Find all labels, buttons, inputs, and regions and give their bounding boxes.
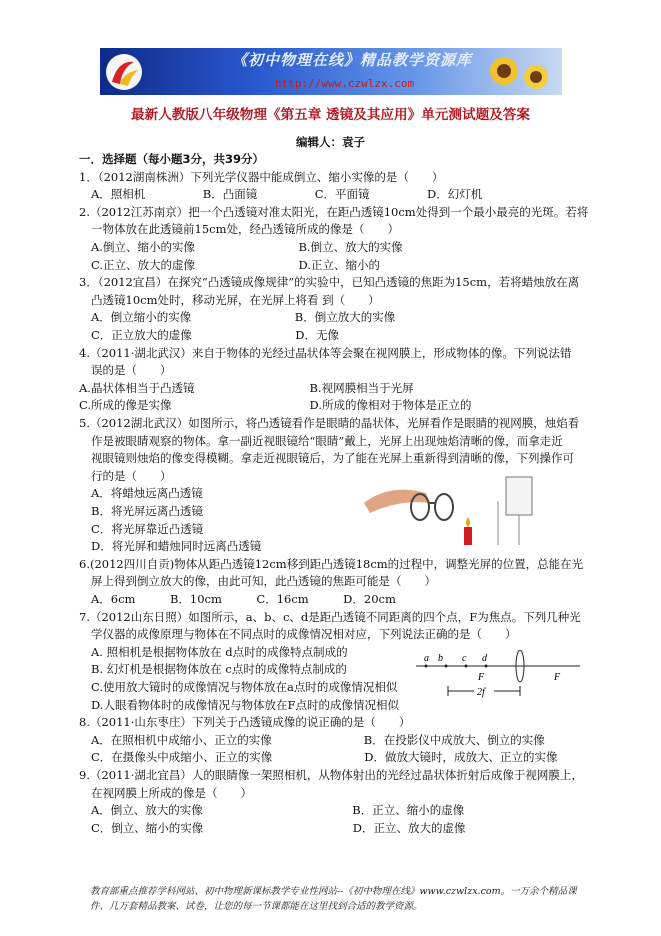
site-logo-icon — [104, 52, 144, 92]
point-b-label: b — [438, 653, 443, 664]
focus-left-label: F — [478, 672, 485, 683]
banner-url[interactable]: http://www.czwlzx.com — [275, 77, 415, 90]
page-footer: 教育部重点推荐学科网站、初中物理新课标教学专业性网站--《初中物理在线》www.czwlzx.com。一万余个精品课件、几万套精品教案、试卷，让您的每一节课都能在这里找到合适的教学资源。 — [90, 886, 577, 912]
question-line: 视眼镜则烛焰的像变得模糊。拿走近视眼镜后，为了能在光屏上重新得到清晰的像，下列操作可 — [91, 451, 574, 466]
question-line: A．倒立缩小的实像 B．倒立放大的实像 — [91, 310, 396, 325]
question-line: C．在摄像头中成缩小、正立的实像 D．做放大镜时，成放大、正立的实像 — [91, 750, 558, 765]
question-line: C.正立、放大的虚像 D.正立、缩小的 — [91, 257, 381, 272]
question-line: A．6cm B．10cm C．16cm D．20cm — [91, 592, 396, 606]
point-c-label: c — [462, 653, 467, 664]
section-heading: 一．选择题（每小题3分，共39分） — [79, 152, 265, 166]
site-banner — [100, 48, 562, 95]
question-line: A．在照相机中成缩小、正立的实像 B．在投影仪中成放大、倒立的实像 — [91, 732, 545, 747]
focus-right-label: F — [554, 672, 561, 683]
question-line: A.倒立、缩小的实像 B.倒立、放大的实像 — [91, 240, 403, 254]
question-line: 5.（2012湖北武汉）如图所示，将凸透镜看作是眼睛的晶状体，光屏看作是眼睛的视网膜，烛焰看 — [79, 416, 580, 430]
question-line: D.人眼看物体时的成像情况与物体放在F点时的成像情况相似 — [91, 697, 399, 712]
question-line: 凸透镜10cm处时，移动光屏，在光屏上将看 到（ ） — [91, 292, 380, 307]
question-line: 9.（2011·湖北宜昌）人的眼睛像一架照相机，从物体射出的光经过晶状体折射后成像于视网膜上， — [79, 768, 583, 782]
point-a-label: a — [424, 653, 429, 664]
myopia-glasses-experiment-figure — [360, 473, 538, 551]
point-d-label: d — [482, 653, 487, 664]
banner-title: 《初中物理在线》精品教学资源库 — [232, 51, 473, 69]
question-line: 8.（2011·山东枣庄）下列关于凸透镜成像的说正确的是（ ） — [79, 715, 411, 730]
question-line: 7.（2012山东日照）如图所示，a、b、c、d是距凸透镜不同距离的四个点，F为焦点。下列几种光 — [79, 609, 581, 624]
question-line: 一物体放在此透镜前15cm处，经凸透镜所成的像是（ ） — [91, 222, 399, 237]
question-line: 作是被眼睛观察的物体。拿一副近视眼镜给“眼睛”戴上，光屏上出现烛焰清晰的像，而拿走近 — [91, 433, 563, 448]
two-f-label: 2f — [477, 687, 485, 698]
question-line: 2.（2012江苏南京）把一个凸透镜对准太阳光，在距凸透镜10cm处得到一个最小最亮的光斑。若将 — [79, 204, 589, 219]
question-line: 行的是（ ） — [91, 468, 172, 483]
question-line: A．将蜡烛远离凸透镜 — [91, 486, 203, 501]
question-line: C.使用放大镜时的成像情况与物体放在a点时的成像情况相似 — [91, 680, 398, 694]
question-line: 误的是（ ） — [91, 363, 172, 378]
lens-points-diagram — [414, 650, 582, 706]
editor-line: 编辑人：袁子 — [296, 135, 365, 149]
question-line: 在视网膜上所成的像是（ ） — [91, 785, 252, 800]
question-line: C．倒立、缩小的实像 D．正立、放大的虚像 — [91, 820, 466, 835]
question-line: A．照相机 B．凸面镜 C．平面镜 D．幻灯机 — [91, 187, 483, 202]
question-line: D．将光屏和蜡烛同时远离凸透镜 — [91, 539, 262, 554]
question-line: 3．（2012宜昌）在探究“凸透镜成像规律”的实验中，已知凸透镜的焦距为15cm，若将蜡烛放在离 — [79, 275, 580, 290]
question-line: 屏上得到倒立放大的像，由此可知，此凸透镜的焦距可能是（ ） — [91, 574, 436, 589]
document-title: 最新人教版八年级物理《第五章 透镜及其应用》单元测试题及答案 — [131, 107, 530, 123]
question-line: A. 照相机是根据物体放在 d点时的成像特点制成的 — [91, 644, 348, 659]
question-line: 1．（2012湖南株洲）下列光学仪器中能成倒立、缩小实像的是（ ） — [79, 169, 444, 184]
question-line: B．将光屏远离凸透镜 — [91, 504, 203, 518]
question-line: C．将光屏靠近凸透镜 — [91, 521, 204, 536]
question-line: 学仪器的成像原理与物体在不同点时的成像情况相对应，下列说法正确的是（ ） — [91, 627, 517, 642]
question-line: A.晶状体相当于凸透镜 B.视网膜相当于光屏 — [79, 380, 414, 395]
question-line: A．倒立、放大的实像 B．正立、缩小的虚像 — [91, 803, 465, 818]
question-line: 6.(2012四川自贡)物体从距凸透镜12cm移到距凸透镜18cm的过程中，调整光屏的位置，总能在光 — [79, 556, 584, 571]
question-line: C.所成的像是实像 D.所成的像相对于物体是正立的 — [79, 398, 472, 413]
question-line: C．正立放大的虚像 D．无像 — [91, 328, 340, 342]
sunflower-icon — [484, 51, 554, 93]
question-line: 4.（2011·湖北武汉）来自于物体的光经过晶状体等会聚在视网膜上，形成物体的像。下列说法错 — [79, 345, 572, 360]
question-line: B. 幻灯机是根据物体放在 c点时的成像特点制成的 — [91, 662, 347, 677]
